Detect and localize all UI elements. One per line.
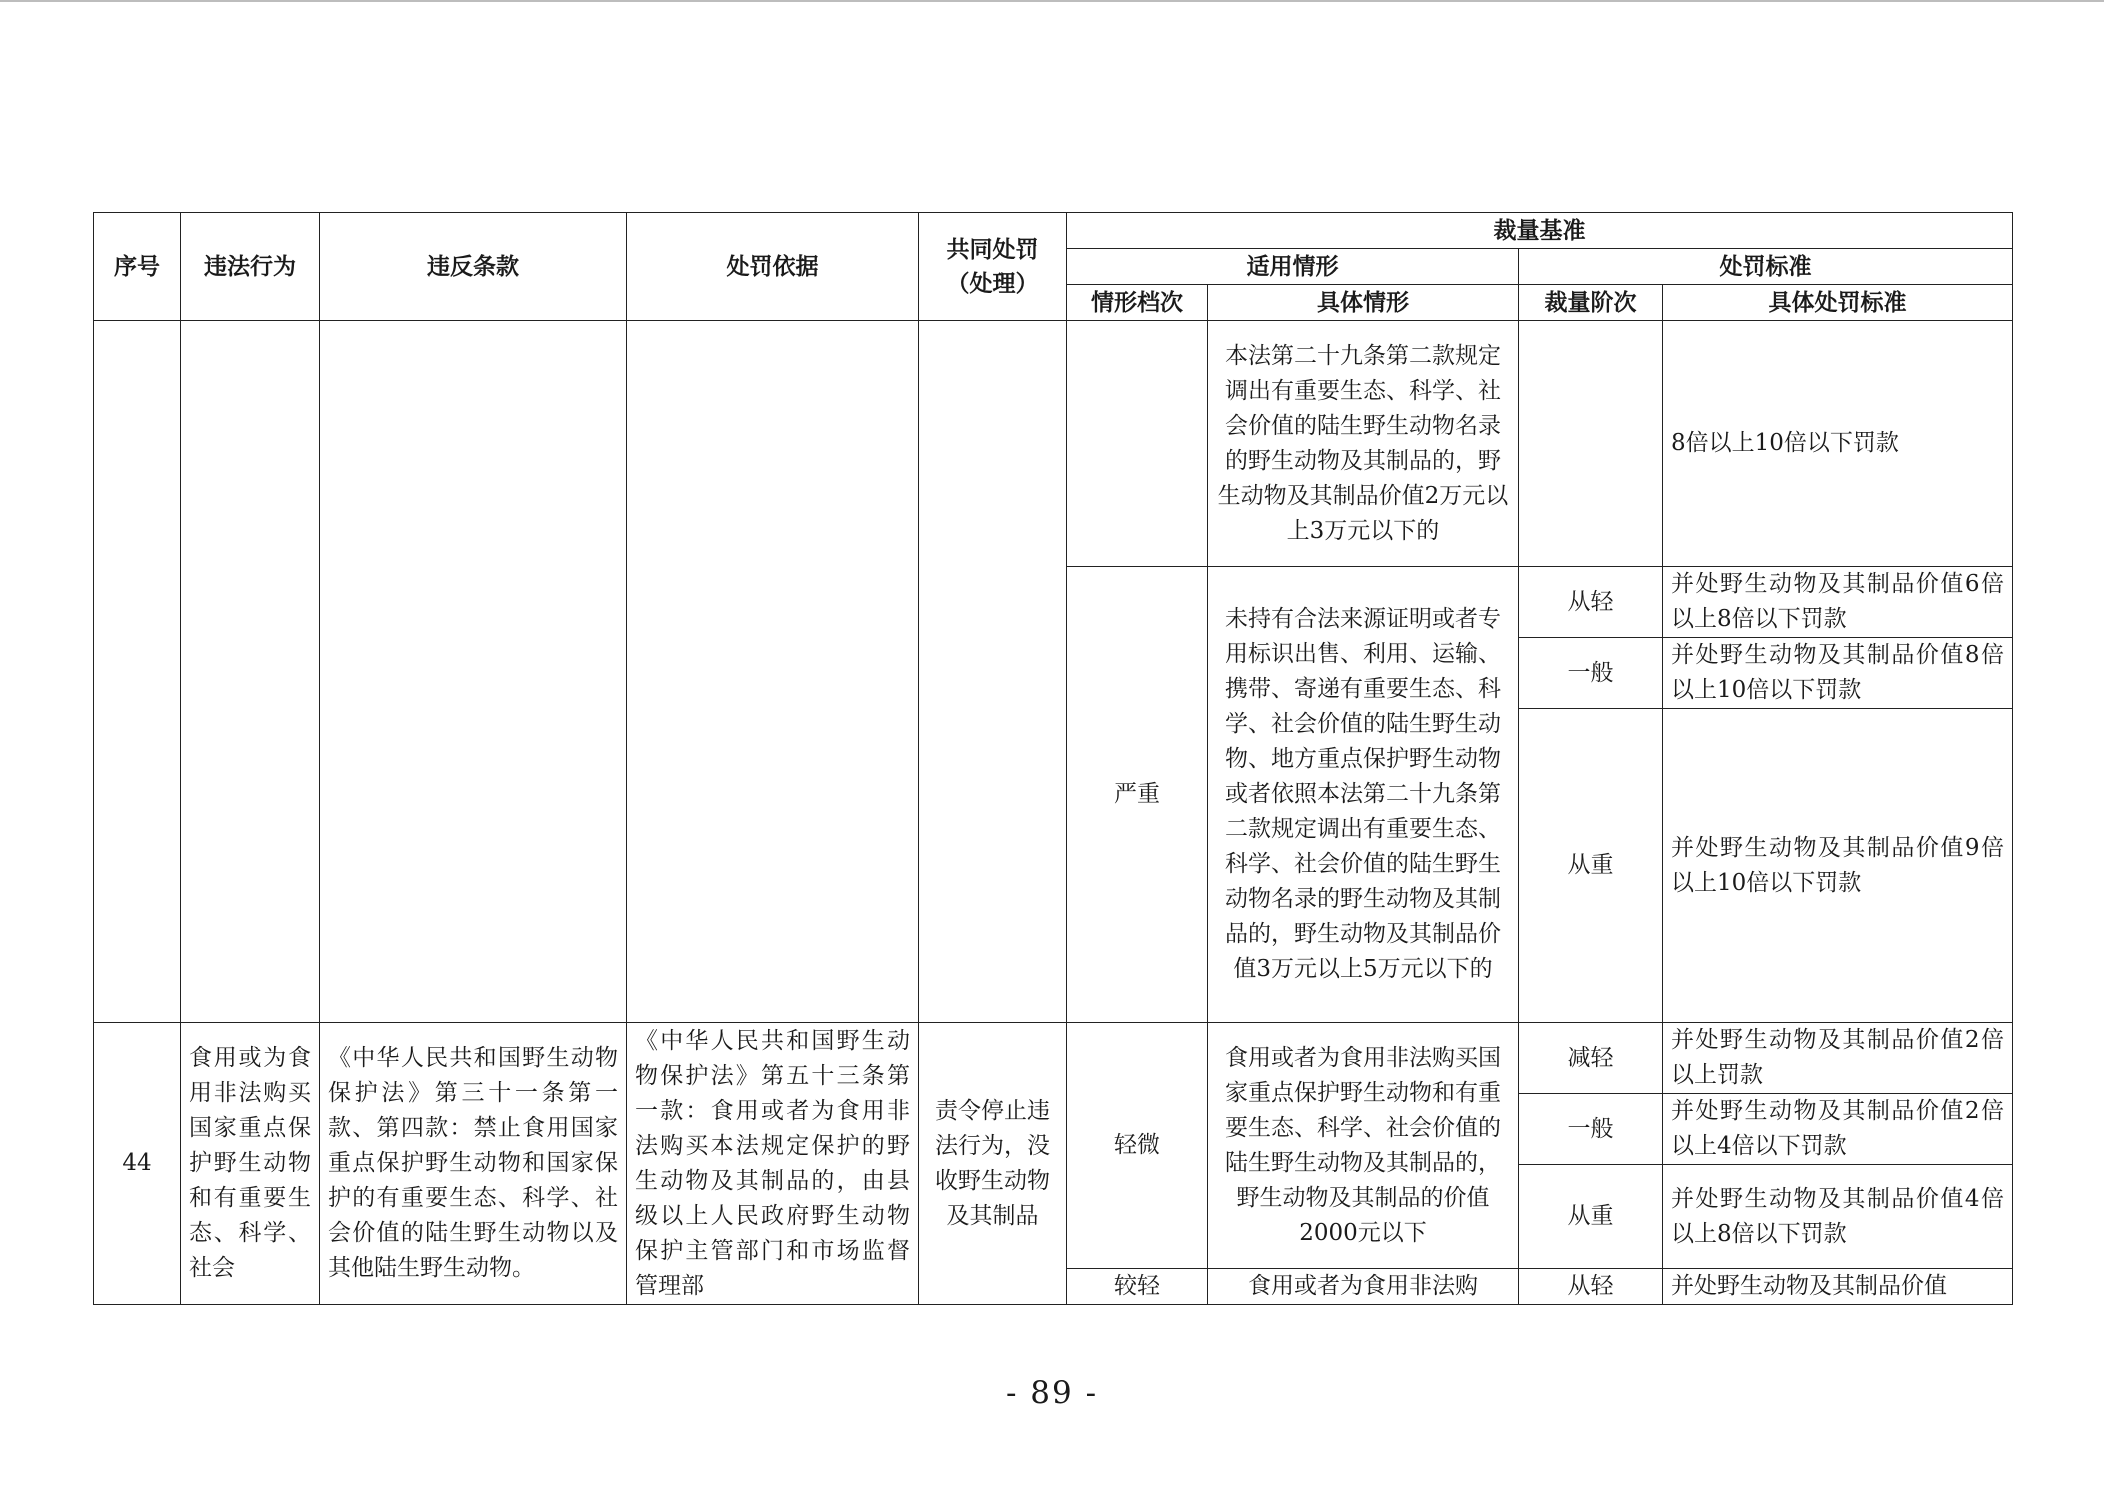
page-number: - 89 - [1005, 1375, 1099, 1411]
header-common: 共同处罚 （处理） [919, 213, 1067, 321]
header-penalty: 具体处罚标准 [1663, 285, 2013, 321]
item44-act: 食用或为食用非法购买国家重点保护野生动物和有重要生态、科学、社会 [181, 1023, 320, 1305]
header-standard: 处罚标准 [1519, 249, 2013, 285]
header-applicable: 适用情形 [1067, 249, 1519, 285]
item44-clause: 《中华人民共和国野生动物保护法》第三十一条第一款、第四款：禁止食用国家重点保护野生动物和国家保护的有重要生态、科学、社会价值的陆生野生动物以及其他陆生野生动物。 [320, 1023, 627, 1305]
cont-level-cell [1067, 321, 1208, 567]
header-basis: 处罚依据 [627, 213, 919, 321]
severe-grade-2: 一般 [1519, 638, 1663, 709]
discretion-table [93, 212, 2013, 1305]
minor-penalty-3: 并处野生动物及其制品价值4倍以上8倍以下罚款 [1663, 1165, 2013, 1269]
minor-grade-1: 减轻 [1519, 1023, 1663, 1094]
header-grade: 裁量阶次 [1519, 285, 1663, 321]
cont-clause-cell [320, 321, 627, 1023]
minor-penalty-1: 并处野生动物及其制品价值2倍以上罚款 [1663, 1023, 2013, 1094]
header-seq: 序号 [94, 213, 181, 321]
cont-seq-cell [94, 321, 181, 1023]
light-penalty: 并处野生动物及其制品价值 [1663, 1269, 2013, 1305]
item44-common: 责令停止违法行为，没收野生动物及其制品 [919, 1023, 1067, 1305]
severe-penalty-1: 并处野生动物及其制品价值6倍以上8倍以下罚款 [1663, 567, 2013, 638]
cont-grade-cell [1519, 321, 1663, 567]
light-level: 较轻 [1067, 1269, 1208, 1305]
item44-seq: 44 [94, 1023, 181, 1305]
light-grade: 从轻 [1519, 1269, 1663, 1305]
severe-level: 严重 [1067, 567, 1208, 1023]
cont-situation: 本法第二十九条第二款规定调出有重要生态、科学、社会价值的陆生野生动物名录的野生动物及其制品的，野生动物及其制品价值2万元以上3万元以下的 [1208, 321, 1519, 567]
minor-level: 轻微 [1067, 1023, 1208, 1269]
cont-penalty: 8倍以上10倍以下罚款 [1663, 321, 2013, 567]
severe-penalty-2: 并处野生动物及其制品价值8倍以上10倍以下罚款 [1663, 638, 2013, 709]
header-situation: 具体情形 [1208, 285, 1519, 321]
cont-act-cell [181, 321, 320, 1023]
severe-situation: 未持有合法来源证明或者专用标识出售、利用、运输、携带、寄递有重要生态、科学、社会价值的陆生野生动物、地方重点保护野生动物或者依照本法第二十九条第二款规定调出有重要生态、科学、社会价值的陆生野生动物名录的野生动物及其制品的，野生动物及其制品价值3万元以上5万元以下的 [1208, 567, 1519, 1023]
cont-basis-cell [627, 321, 919, 1023]
header-level: 情形档次 [1067, 285, 1208, 321]
light-situation: 食用或者为食用非法购 [1208, 1269, 1519, 1305]
header-act: 违法行为 [181, 213, 320, 321]
minor-penalty-2: 并处野生动物及其制品价值2倍以上4倍以下罚款 [1663, 1094, 2013, 1165]
severe-grade-3: 从重 [1519, 709, 1663, 1023]
severe-grade-1: 从轻 [1519, 567, 1663, 638]
header-clause: 违反条款 [320, 213, 627, 321]
item44-basis: 《中华人民共和国野生动物保护法》第五十三条第一款：食用或者为食用非法购买本法规定保护的野生动物及其制品的，由县级以上人民政府野生动物保护主管部门和市场监督管理部 [627, 1023, 919, 1305]
severe-penalty-3: 并处野生动物及其制品价值9倍以上10倍以下罚款 [1663, 709, 2013, 1023]
minor-grade-2: 一般 [1519, 1094, 1663, 1165]
header-discretion: 裁量基准 [1067, 213, 2013, 249]
minor-grade-3: 从重 [1519, 1165, 1663, 1269]
top-rule [0, 0, 2104, 2]
cont-common-cell [919, 321, 1067, 1023]
minor-situation: 食用或者为食用非法购买国家重点保护野生动物和有重要生态、科学、社会价值的陆生野生动物及其制品的，野生动物及其制品的价值2000元以下 [1208, 1023, 1519, 1269]
